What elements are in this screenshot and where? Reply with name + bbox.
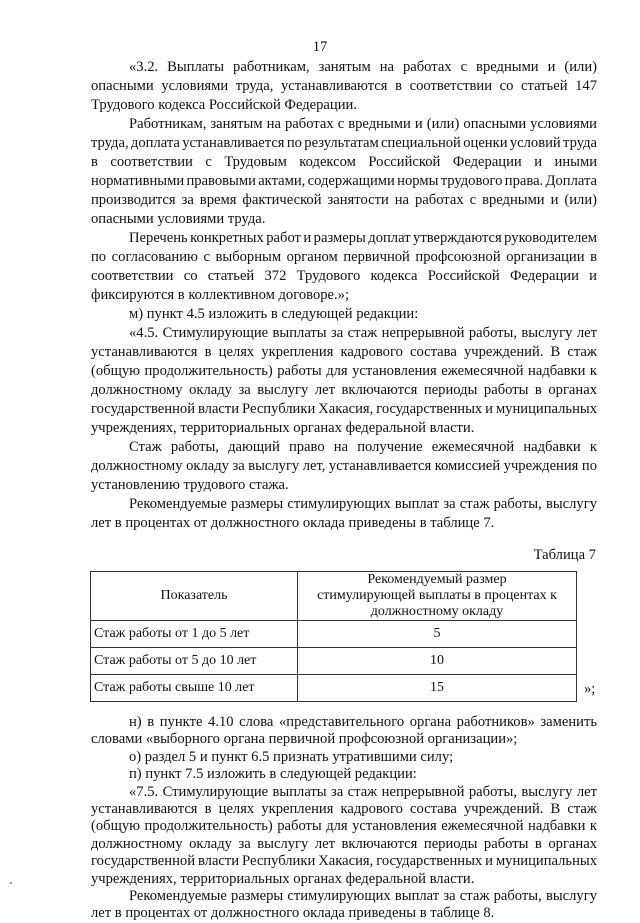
header-indicator: Показатель (91, 572, 298, 621)
paragraph-line (91, 210, 597, 229)
page-number: 17 (312, 39, 328, 55)
seniority-bonus-table (90, 571, 577, 702)
table-row (91, 621, 577, 648)
paragraph-line-text: Рекомендуемые размеры стимулирующих выплат за стаж работы, выслугу (129, 888, 597, 905)
paragraph-line (91, 77, 597, 96)
paragraph-line-text: лет в процентах от должностного оклада приведены в таблице 8. (91, 905, 495, 922)
paragraph-line (91, 305, 597, 324)
paragraph-line-text: о) раздел 5 и пункт 6.5 признать утратившими силу; (129, 748, 454, 765)
row-label: Стаж работы от 5 до 10 лет (91, 648, 298, 675)
paragraph-line-text: опасными условиями труда. (91, 211, 266, 227)
header-recommended-size (298, 572, 577, 621)
paragraph-line-text: лет в процентах от должностного оклада приведены в таблице 7. (91, 515, 495, 531)
row-label: Стаж работы от 1 до 5 лет (91, 621, 298, 648)
paragraph-line (91, 818, 597, 835)
paragraph-line-text: учреждениях, территориальных органах федеральной власти. (91, 870, 475, 887)
text-block-lower (91, 714, 597, 923)
paragraph-line-text: соответствии со статьей 372 Трудового кодекса Российской Федерации и (91, 268, 597, 284)
table-row (91, 675, 577, 702)
paragraph-line-text: опасными условиями труда, устанавливаются в соответствии со статьей 147 (91, 78, 597, 94)
table-wrapper (90, 571, 596, 702)
paragraph-line-text: (общую продолжительность) работы для установления ежемесячной надбавки к (91, 818, 597, 835)
paragraph-line (91, 853, 597, 870)
paragraph-line-text: «7.5. Стимулирующие выплаты за стаж непрерывной работы, выслугу лет (129, 783, 597, 800)
paragraph-line (91, 191, 597, 210)
table-row (91, 648, 577, 675)
paragraph-line (91, 766, 597, 783)
paragraph-line-text: в соответствии с Трудовым кодексом Российской Федерации и иными (91, 154, 597, 170)
scan-speck (10, 882, 12, 884)
paragraph-line (91, 749, 597, 766)
text-block-upper (91, 58, 597, 533)
paragraph-line-text: словами «выборного органа первичной профсоюзной организации»; (91, 731, 518, 748)
paragraph-line (91, 115, 597, 134)
paragraph-line-text: «4.5. Стимулирующие выплаты за стаж непрерывной работы, выслугу лет (129, 325, 597, 341)
header-text: Рекомендуемый размер стимулирующей выплаты в процентах к должностному окладу (317, 572, 557, 619)
paragraph-line (91, 888, 597, 905)
paragraph-line-text: фиксируются в коллективном договоре.»; (91, 287, 350, 303)
paragraph-line (91, 714, 597, 731)
paragraph-line (91, 836, 597, 853)
paragraph-line (91, 362, 597, 381)
row-value: 15 (298, 675, 577, 702)
row-value: 5 (298, 621, 577, 648)
closing-quote: »; (584, 681, 596, 697)
paragraph-line (91, 801, 597, 818)
paragraph-line (91, 871, 597, 888)
paragraph-line-text: нормативными правовыми актами, содержащими нормы трудового права. Доплата (91, 173, 597, 189)
paragraph-line-text: учреждениях, территориальных органах федеральной власти. (91, 420, 475, 436)
paragraph-line (91, 172, 597, 191)
paragraph-line (91, 419, 597, 438)
paragraph-line (91, 514, 597, 533)
paragraph-line (91, 153, 597, 172)
paragraph-line (91, 286, 597, 305)
paragraph-line (91, 476, 597, 495)
paragraph-line-text: «3.2. Выплаты работникам, занятым на работах с вредными и (или) (129, 59, 597, 75)
paragraph-line (91, 381, 597, 400)
paragraph-line-text: государственной власти Республики Хакасия, государственных и муниципальных (91, 401, 597, 417)
paragraph-line-text: Перечень конкретных работ и размеры доплат утверждаются руководителем (129, 230, 597, 246)
paragraph-line (91, 457, 597, 476)
table-header-row (91, 572, 577, 621)
paragraph-line-text: установлению трудового стажа. (91, 477, 289, 493)
paragraph-line-text: Рекомендуемые размеры стимулирующих выплат за стаж работы, выслугу (129, 496, 597, 512)
paragraph-line (91, 495, 597, 514)
paragraph-line (91, 267, 597, 286)
paragraph-line-text: устанавливаются в целях укрепления кадрового состава учреждений. В стаж (91, 344, 597, 360)
paragraph-line (91, 400, 597, 419)
paragraph-line (91, 96, 597, 115)
paragraph-line (91, 248, 597, 267)
paragraph-line-text: должностному окладу за выслугу лет, устанавливается комиссией учреждения по (91, 458, 597, 474)
paragraph-line (91, 134, 597, 153)
paragraph-line (91, 784, 597, 801)
paragraph-line-text: устанавливаются в целях укрепления кадрового состава учреждений. В стаж (91, 801, 597, 818)
paragraph-line (91, 58, 597, 77)
paragraph-line (91, 905, 597, 922)
paragraph-line-text: м) пункт 4.5 изложить в следующей редакции: (129, 306, 419, 322)
paragraph-line-text: производится за время фактической занятости на работах с вредными и (или) (91, 192, 597, 208)
paragraph-line-text: Трудового кодекса Российской Федерации. (91, 97, 357, 113)
paragraph-line-text: по согласованию с выборным органом первичной профсоюзной организации в (91, 249, 597, 265)
row-label: Стаж работы свыше 10 лет (91, 675, 298, 702)
paragraph-line-text: Стаж работы, дающий право на получение ежемесячной надбавки к (129, 439, 597, 455)
paragraph-line (91, 731, 597, 748)
table-caption: Таблица 7 (533, 547, 596, 563)
paragraph-line (91, 343, 597, 362)
paragraph-line-text: труда, доплата устанавливается по результатам специальной оценки условий труда (91, 135, 597, 151)
paragraph-line-text: должностному окладу за выслугу лет включаются периоды работы в органах (91, 835, 597, 852)
paragraph-line (91, 324, 597, 343)
paragraph-line-text: п) пункт 7.5 изложить в следующей редакции: (129, 766, 417, 783)
row-value: 10 (298, 648, 577, 675)
paragraph-line (91, 438, 597, 457)
paragraph-line-text: (общую продолжительность) работы для установления ежемесячной надбавки к (91, 363, 597, 379)
paragraph-line-text: Работникам, занятым на работах с вредными и (или) опасными условиями (129, 116, 597, 132)
paragraph-line-text: н) в пункте 4.10 слова «представительного органа работников» заменить (129, 714, 597, 730)
paragraph-line-text: должностному окладу за выслугу лет включаются периоды работы в органах (91, 382, 597, 398)
paragraph-line (91, 229, 597, 248)
paragraph-line-text: государственной власти Республики Хакасия, государственных и муниципальных (91, 853, 597, 870)
